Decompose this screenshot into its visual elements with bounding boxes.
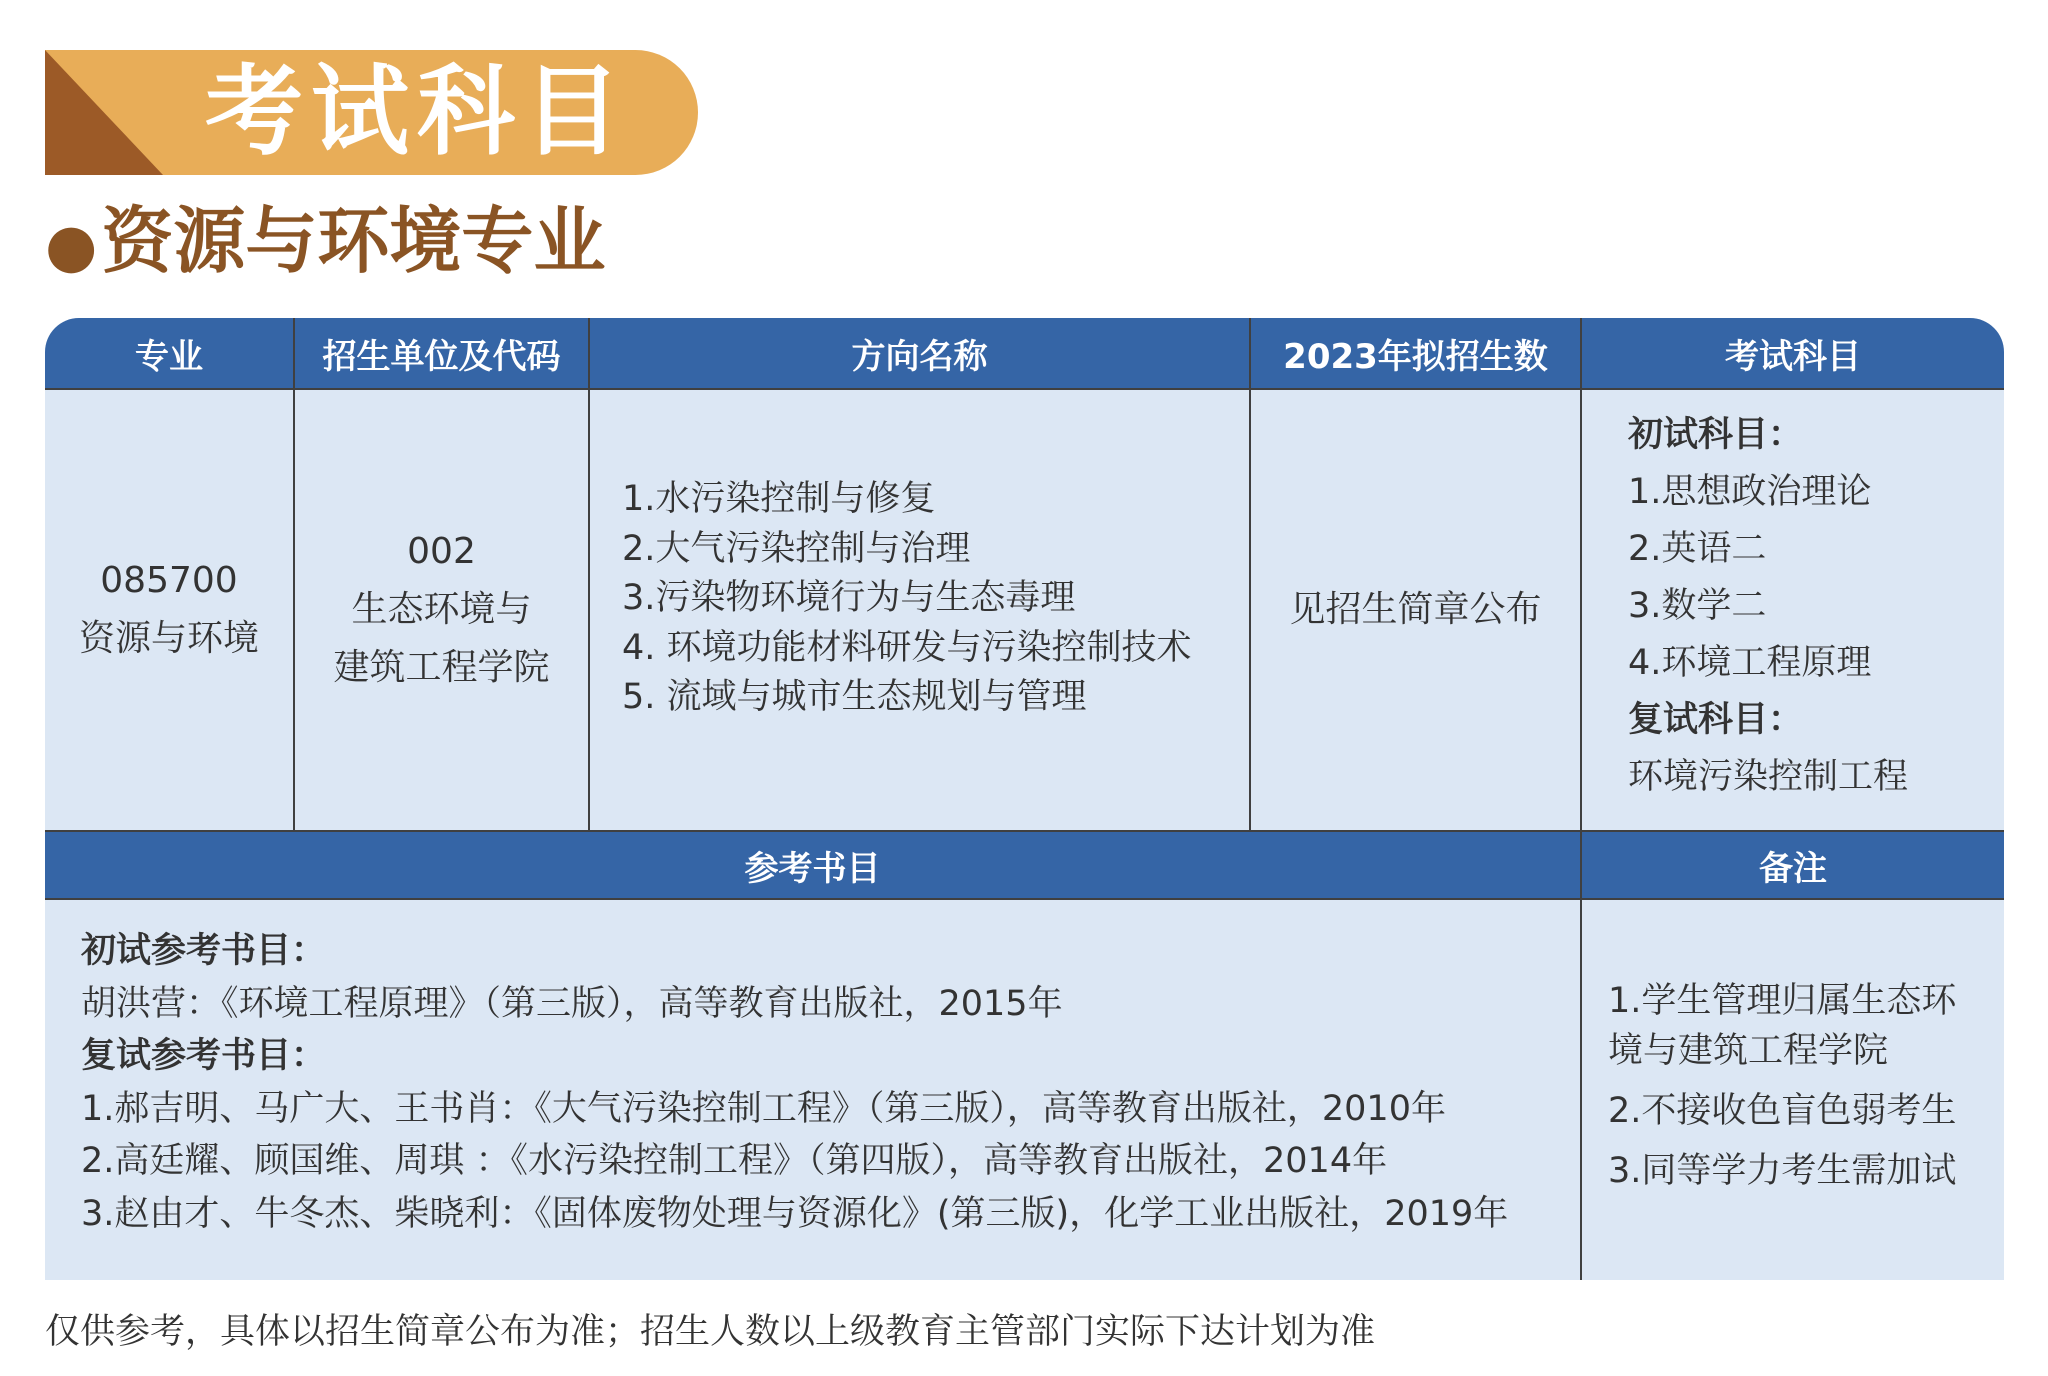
exam-subject-item: 3.数学二: [1628, 586, 1767, 626]
exam-subject-item: 4.环境工程原理: [1628, 643, 1872, 683]
footer-note: 仅供参考，具体以招生简章公布为准；招生人数以上级教育主管部门实际下达计划为准: [45, 1312, 1376, 1352]
cell-notes: [1582, 900, 2004, 1280]
cell-unit: [295, 390, 588, 830]
unit-code: 002: [407, 531, 476, 572]
notes-list: [1608, 976, 1978, 1196]
table-divider: [45, 898, 2004, 900]
reference-item: 2.高廷耀、顾国维、周琪 ：《水污染控制工程》（第四版），高等教育出版社，2014年: [81, 1141, 1388, 1181]
bullet-icon: ●: [45, 211, 98, 281]
table-divider: [1580, 318, 1582, 1280]
table-divider: [588, 318, 590, 832]
reference-item: 3.赵由才、牛冬杰、柴晓利：《固体废物处理与资源化》(第三版)，化学工业出版社，2019年: [81, 1193, 1509, 1234]
header-exam: 考试科目: [1582, 318, 2004, 388]
banner-triangle-decoration: [45, 50, 163, 175]
retest-reference-label: 复试参考书目：: [81, 1036, 327, 1076]
direction-item: 5. 流域与城市生态规划与管理: [622, 677, 1087, 717]
reference-item: 1.郝吉明、马广大、王书肖：《大气污染控制工程》（第三版），高等教育出版社，2010年: [81, 1088, 1446, 1129]
cell-directions: [590, 390, 1249, 830]
cell-major: [45, 390, 293, 830]
cell-exam: [1582, 390, 2004, 830]
reference-list: [81, 925, 1508, 1240]
direction-list: [622, 475, 1192, 723]
note-item: 2.不接收色盲色弱考生: [1608, 1091, 1957, 1131]
exam-subject-item: 1.思想政治理论: [1628, 472, 1872, 512]
header-direction: 方向名称: [590, 318, 1249, 388]
reference-item: 胡洪营：《环境工程原理》（第三版），高等教育出版社，2015年: [81, 983, 1063, 1024]
table-divider: [293, 318, 295, 832]
header-notes: 备注: [1582, 832, 2004, 898]
direction-item: 4. 环境功能材料研发与污染控制技术: [622, 627, 1192, 668]
header-major: 专业: [45, 318, 293, 388]
banner-title: 考试科目: [205, 55, 630, 169]
retest-exam-label: 复试科目：: [1628, 700, 1804, 740]
initial-exam-label: 初试科目：: [1628, 415, 1804, 455]
header-references: 参考书目: [45, 832, 1580, 898]
direction-item: 3.污染物环境行为与生态毒理: [622, 578, 1076, 618]
major-heading-text: 资源与环境专业: [101, 199, 606, 283]
retest-subject-item: 环境污染控制工程: [1628, 757, 1909, 797]
quota-value: 见招生简章公布: [1289, 589, 1542, 630]
table-divider: [45, 830, 2004, 832]
initial-reference-label: 初试参考书目：: [81, 931, 327, 971]
note-item: 1.学生管理归属生态环境与建筑工程学院: [1608, 981, 1957, 1071]
table-divider: [45, 388, 2004, 390]
exam-subject-list: [1628, 407, 1908, 806]
header-quota: 2023年拟招生数: [1251, 318, 1580, 388]
unit-name-line-2: 建筑工程学院: [333, 647, 550, 688]
major-code: 085700: [100, 560, 238, 601]
exam-subject-item: 2.英语二: [1628, 529, 1767, 569]
section-banner: [45, 50, 698, 175]
major-name: 资源与环境: [78, 618, 259, 659]
major-heading: [45, 196, 605, 286]
direction-item: 1.水污染控制与修复: [622, 479, 936, 519]
unit-name-line-1: 生态环境与: [351, 589, 532, 630]
table-divider: [1249, 318, 1251, 832]
cell-references: [45, 900, 1580, 1280]
direction-item: 2.大气污染控制与治理: [622, 528, 971, 569]
header-unit: 招生单位及代码: [295, 318, 588, 388]
cell-quota: [1251, 390, 1580, 830]
note-item: 3.同等学力考生需加试: [1608, 1151, 1957, 1191]
